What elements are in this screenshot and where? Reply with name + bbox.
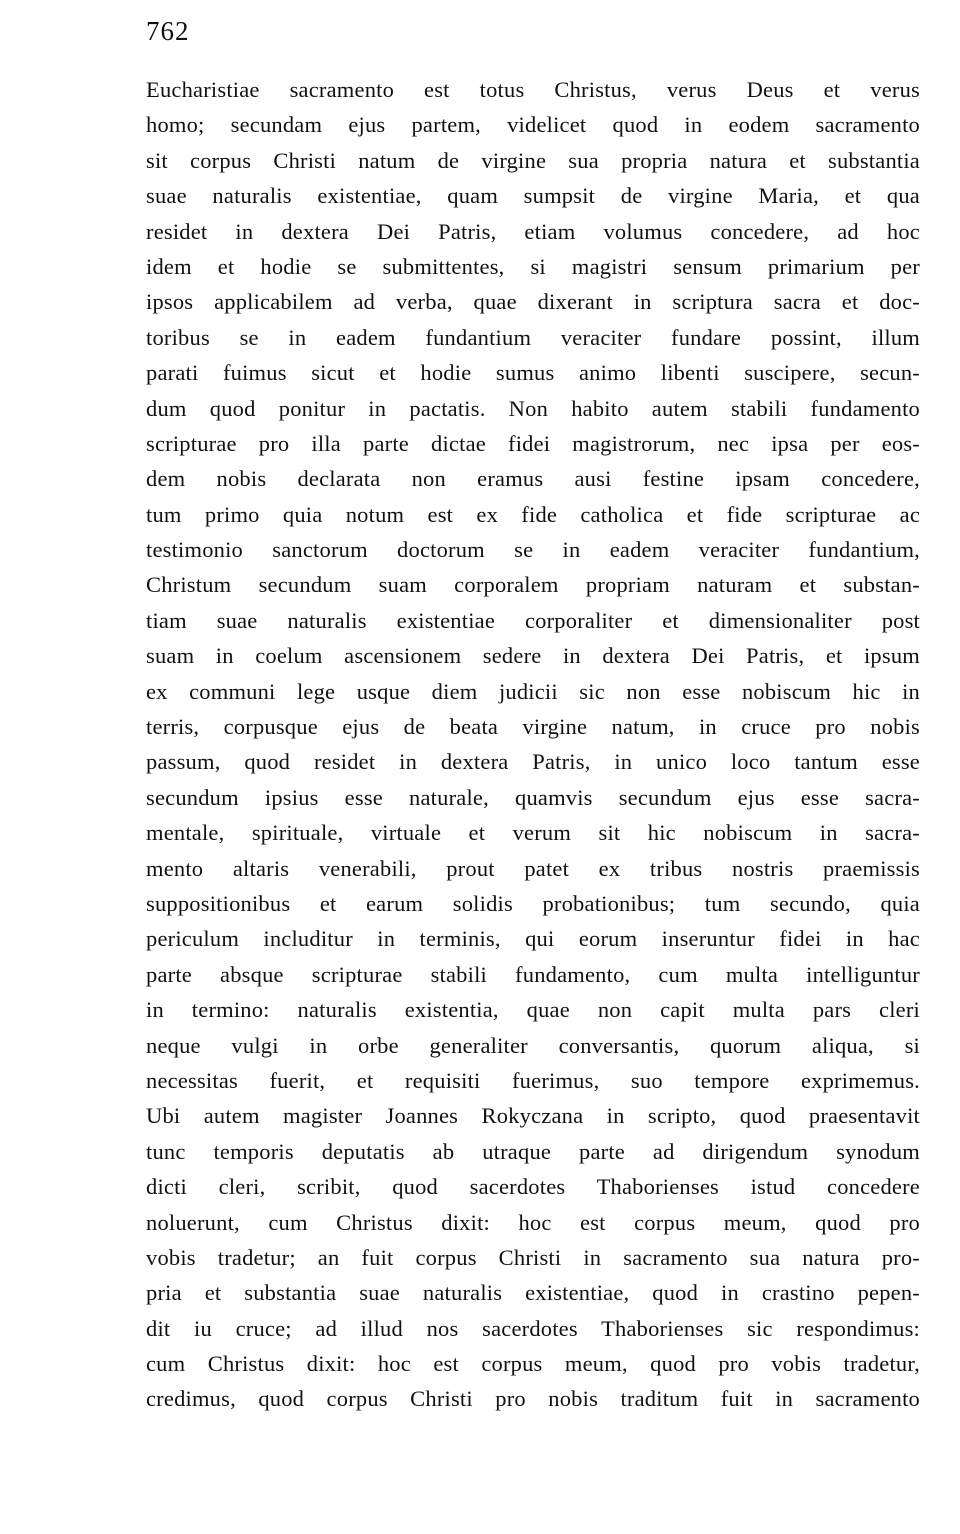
text-line: parte absque scripturae stabili fundamento, cum multa intelliguntur — [146, 961, 920, 987]
text-line: suae naturalis existentiae, quam sumpsit de virgine Maria, et qua — [146, 183, 920, 209]
text-line: ipsos applicabilem ad verba, quae dixerant in scriptura sacra et doc- — [146, 289, 920, 315]
text-line: in termino: naturalis existentia, quae non capit multa pars cleri — [146, 997, 920, 1023]
text-line: ex communi lege usque diem judicii sic non esse nobiscum hic in — [146, 678, 920, 704]
text-line: noluerunt, cum Christus dixit: hoc est corpus meum, quod pro — [146, 1209, 920, 1235]
text-line: suppositionibus et earum solidis probationibus; tum secundo, quia — [146, 890, 920, 916]
text-line: Ubi autem magister Joannes Rokyczana in scripto, quod praesentavit — [146, 1103, 920, 1129]
text-line: periculum includitur in terminis, qui eorum inseruntur fidei in hac — [146, 926, 920, 952]
text-line: neque vulgi in orbe generaliter conversantis, quorum aliqua, si — [146, 1032, 920, 1058]
body-text — [146, 72, 920, 1417]
text-line: vobis tradetur; an fuit corpus Christi in sacramento sua natura pro- — [146, 1244, 920, 1270]
text-line: tum primo quia notum est ex fide catholica et fide scripturae ac — [146, 501, 920, 527]
text-line: credimus, quod corpus Christi pro nobis traditum fuit in sacramento — [146, 1386, 920, 1412]
text-line: dem nobis declarata non eramus ausi festine ipsam concedere, — [146, 466, 920, 492]
text-line: sit corpus Christi natum de virgine sua propria natura et substantia — [146, 147, 920, 173]
text-line: tiam suae naturalis existentiae corporaliter et dimensionaliter post — [146, 607, 920, 633]
text-line: tunc temporis deputatis ab utraque parte ad dirigendum synodum — [146, 1138, 920, 1164]
text-line: toribus se in eadem fundantium veraciter fundare possint, illum — [146, 324, 920, 350]
text-line: idem et hodie se submittentes, si magistri sensum primarium per — [146, 253, 920, 279]
text-line: Christum secundum suam corporalem propriam naturam et substan- — [146, 572, 920, 598]
text-line: pria et substantia suae naturalis existentiae, quod in crastino pepen- — [146, 1280, 920, 1306]
text-line: Eucharistiae sacramento est totus Christus, verus Deus et verus — [146, 77, 920, 102]
text-line: passum, quod residet in dextera Patris, in unico loco tantum esse — [146, 749, 920, 775]
text-line: mentale, spirituale, virtuale et verum sit hic nobiscum in sacra- — [146, 820, 920, 846]
text-line: secundum ipsius esse naturale, quamvis secundum ejus esse sacra- — [146, 784, 920, 810]
page-number: 762 — [146, 16, 190, 46]
text-line: suam in coelum ascensionem sedere in dextera Dei Patris, et ipsum — [146, 643, 920, 669]
text-line: dicti cleri, scribit, quod sacerdotes Thaborienses istud concedere — [146, 1174, 920, 1200]
text-line: cum Christus dixit: hoc est corpus meum, quod pro vobis tradetur, — [146, 1351, 920, 1377]
text-line: terris, corpusque ejus de beata virgine natum, in cruce pro nobis — [146, 714, 920, 740]
text-line: residet in dextera Dei Patris, etiam volumus concedere, ad hoc — [146, 218, 920, 244]
text-line: mento altaris venerabili, prout patet ex tribus nostris praemissis — [146, 855, 920, 881]
text-line: scripturae pro illa parte dictae fidei magistrorum, nec ipsa per eos- — [146, 430, 920, 456]
text-line: parati fuimus sicut et hodie sumus animo libenti suscipere, secun- — [146, 360, 920, 386]
text-line: necessitas fuerit, et requisiti fuerimus, suo tempore exprimemus. — [146, 1067, 920, 1093]
text-line: testimonio sanctorum doctorum se in eadem veraciter fundantium, — [146, 537, 920, 563]
text-line: dum quod ponitur in pactatis. Non habito autem stabili fundamento — [146, 395, 920, 421]
text-line: homo; secundam ejus partem, videlicet quod in eodem sacramento — [146, 112, 920, 138]
text-line: dit iu cruce; ad illud nos sacerdotes Thaborienses sic respondimus: — [146, 1315, 920, 1341]
